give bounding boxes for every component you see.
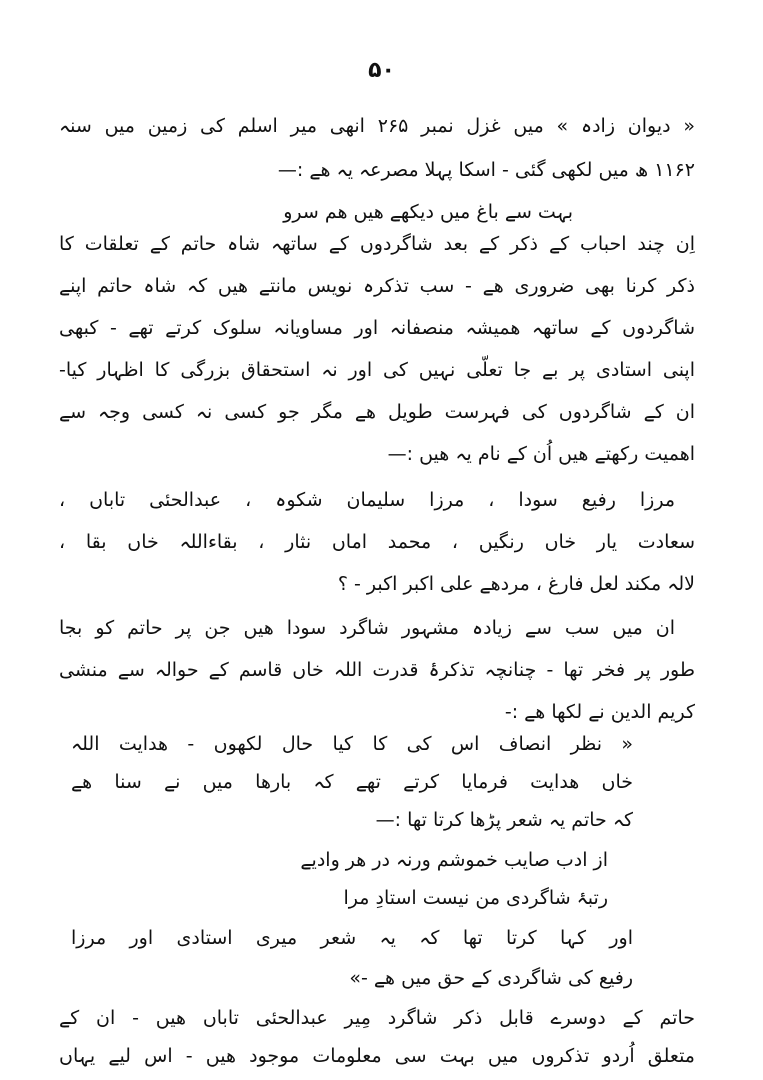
text-line-2: ۱۱۶۲ ھ میں لکھی گئی - اسکا پہلا مصرعہ یہ ھے :— [277,159,695,181]
quote-line-1: « نظر انصاف اس کی کا کیا حال لکھوں - ھدایت اللہ [71,733,633,755]
text-line-13: متعلق اُردو تذکروں میں بہت سی معلومات موجود ھیں - اس لیے یہاں [59,1045,695,1067]
text-line-4: ذکر کرنا بھی ضروری ھے - سب تذکرہ نویس مانتے ھیں کہ شاہ حاتم اپنے [59,275,695,297]
text-line-3: اِن چند احباب کے ذکر کے بعد شاگردوں کے ساتھہ شاہ حاتم کے تعلقات کا [59,233,695,255]
page-number: ۵۰ [368,58,395,83]
quote-line-3: کہ حاتم یہ شعر پڑھا کرتا تھا :— [375,809,633,831]
text-line-8: اھمیت رکھتے ھیں اُن کے نام یہ ھیں :— [387,443,695,465]
quote-line-2: خاں ھدایت فرمایا کرتے تھے کہ بارھا میں نے سنا ھے [71,771,633,793]
text-line-5: شاگردوں کے ساتھہ ھمیشہ منصفانہ اور مساویانہ سلوک کرتے تھے - کبھی [59,317,695,339]
verse-line-1: بہت سے باغ میں دیکھے ھیں ھم سرو [283,201,573,223]
text-line-9: ان میں سب سے زیادہ مشہور شاگرد سودا ھیں جن پر حاتم کو بجا [59,617,675,639]
text-line-10: طور پر فخر تھا - چنانچہ تذکرۂ قدرت اللہ خاں قاسم کے حوالہ سے منشی [59,659,695,681]
text-line-11: کریم الدین نے لکھا ھے :- [504,701,695,723]
text-line-1: « دیوان زادہ » میں غزل نمبر ۲۶۵ انھی میر اسلم کی زمین میں سنہ [59,115,695,137]
name-list-line-2: سعادت یار خاں رنگیں ، محمد اماں نثار ، بقاءاللہ خاں بقا ، [59,531,695,553]
name-list-line-3: لالہ مکند لعل فارغ ، مردھے علی اکبر اکبر - ؟ [337,573,695,595]
text-line-12: حاتم کے دوسرے قابل ذکر شاگرد مِیر عبدالحئی تاباں ھیں - ان کے [59,1007,695,1029]
quote-line-4: اور کہا کرتا تھا کہ یہ شعر میری استادی اور مرزا [71,927,633,949]
verse-line-2: از ادب صایب خموشم ورنہ در ھر وادیے [300,849,608,871]
verse-line-3: رتبۂ شاگردی من نیست استادِ مرا [343,887,608,909]
text-line-6: اپنی استادی پر بے جا تعلّی نہیں کی اور نہ استحقاق بزرگی کا اظہار کیا- [59,359,695,381]
quote-line-5: رفیع کی شاگردی کے حق میں ھے -» [349,967,633,989]
name-list-line-1: مرزا رفیع سودا ، مرزا سلیمان شکوہ ، عبدالحئی تاباں ، [59,489,675,511]
text-line-7: ان کے شاگردوں کی فہرست طویل ھے مگر جو کسی نہ کسی وجہ سے [59,401,695,423]
